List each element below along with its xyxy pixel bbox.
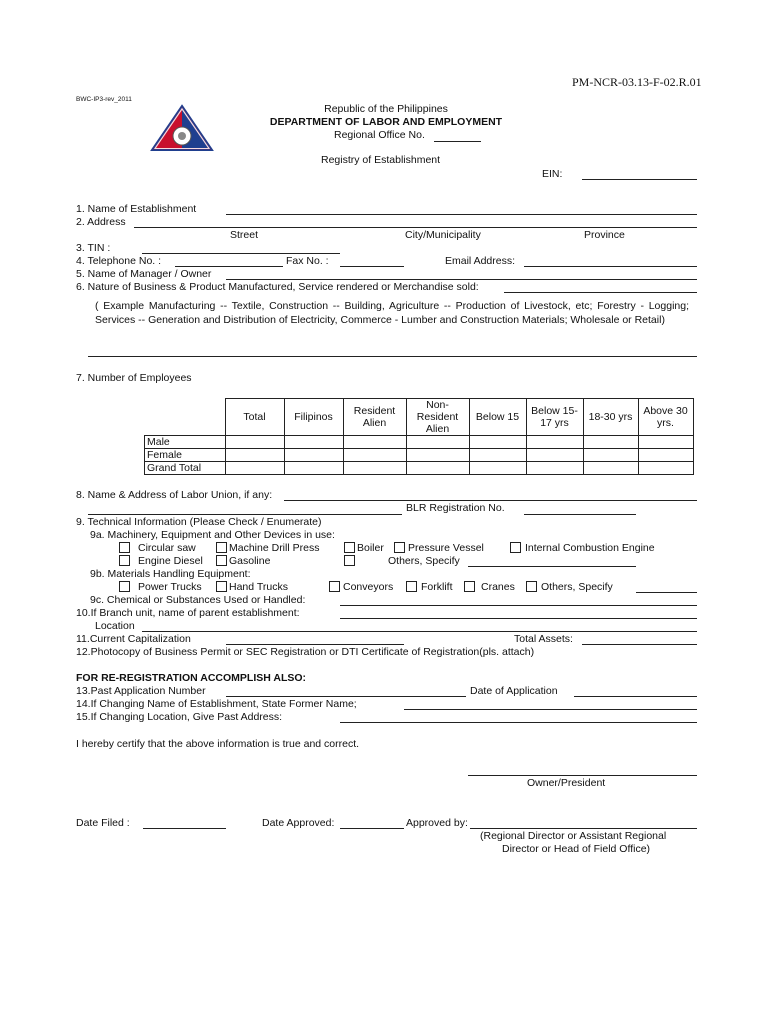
owner-president-label: Owner/President [527, 777, 606, 789]
others-specify-label: Others, Specify [388, 555, 460, 567]
col-total: Total [225, 399, 284, 436]
pressure-vessel-label: Pressure Vessel [408, 542, 484, 554]
hand-trucks-label: Hand Trucks [229, 581, 288, 593]
branch-unit-label: 10.If Branch unit, name of parent establishment: [76, 607, 300, 619]
capitalization-label: 11.Current Capitalization [76, 633, 191, 645]
past-address-field[interactable] [340, 722, 697, 723]
approved-by-label: Approved by: [406, 817, 468, 829]
fax-label: Fax No. : [286, 255, 329, 267]
col-18-30: 18-30 yrs [583, 399, 638, 436]
email-label: Email Address: [445, 255, 516, 267]
nature-business-label: 6. Nature of Business & Product Manufactured, Service rendered or Merchandise sold: [76, 281, 479, 293]
chemicals-field[interactable] [340, 605, 697, 606]
former-name-label: 14.If Changing Name of Establishment, State Former Name; [76, 698, 357, 710]
checkbox-icon[interactable] [510, 542, 521, 553]
field-name-label: 1. Name of Establishment [76, 203, 197, 215]
tin-label: 3. TIN : [76, 242, 111, 254]
power-trucks-label: Power Trucks [138, 581, 202, 593]
checkbox-icon[interactable] [464, 581, 475, 592]
checkbox-icon[interactable] [344, 555, 355, 566]
republic-text: Republic of the Philippines [324, 103, 448, 115]
location-field[interactable] [142, 631, 697, 632]
approver-note-1: (Regional Director or Assistant Regional [480, 830, 667, 842]
checkbox-icon[interactable] [216, 581, 227, 592]
dole-seal-icon [150, 104, 214, 152]
table-row [145, 462, 694, 475]
others-specify-b-label: Others, Specify [541, 581, 613, 593]
gasoline-label: Gasoline [229, 555, 271, 567]
former-name-field[interactable] [404, 709, 697, 710]
col-resident-alien: Resident Alien [343, 399, 406, 436]
regional-office-label: Regional Office No. [334, 129, 425, 141]
tin-field[interactable] [142, 253, 340, 254]
checkbox-icon[interactable] [216, 555, 227, 566]
drill-press-label: Machine Drill Press [229, 542, 320, 554]
checkbox-icon[interactable] [119, 542, 130, 553]
address-province-label: Province [584, 229, 625, 241]
ein-label: EIN: [542, 168, 563, 180]
table-row [145, 449, 694, 462]
checkbox-icon[interactable] [526, 581, 537, 592]
date-approved-label: Date Approved: [262, 817, 335, 829]
circular-saw-label: Circular saw [138, 542, 196, 554]
ein-field[interactable] [582, 179, 697, 180]
email-field[interactable] [524, 266, 697, 267]
date-approved-field[interactable] [340, 828, 404, 829]
establishment-name-field[interactable] [226, 214, 697, 215]
address-street-label: Street [230, 229, 259, 241]
blr-field[interactable] [524, 514, 636, 515]
boiler-label: Boiler [357, 542, 384, 554]
total-assets-field[interactable] [582, 644, 697, 645]
regional-office-field[interactable] [434, 141, 481, 142]
rereg-title: FOR RE-REGISTRATION ACCOMPLISH ALSO: [76, 672, 307, 684]
manager-field[interactable] [226, 279, 697, 280]
certification-text: I hereby certify that the above information is true and correct. [76, 738, 360, 750]
employees-table [144, 398, 694, 475]
date-of-application-label: Date of Application [470, 685, 558, 697]
telephone-label: 4. Telephone No. : [76, 255, 162, 267]
total-assets-label: Total Assets: [514, 633, 573, 645]
address-field[interactable] [134, 227, 697, 228]
checkbox-icon[interactable] [119, 555, 130, 566]
checkbox-icon[interactable] [344, 542, 355, 553]
checkbox-icon[interactable] [119, 581, 130, 592]
approver-note-2: Director or Head of Field Office) [502, 843, 651, 855]
checkbox-icon[interactable] [216, 542, 227, 553]
past-address-label: 15.If Changing Location, Give Past Address: [76, 711, 283, 723]
checkbox-icon[interactable] [406, 581, 417, 592]
materials-handling-label: 9b. Materials Handling Equipment: [90, 568, 251, 580]
col-below-15-17: Below 15-17 yrs [526, 399, 583, 436]
owner-signature-field[interactable] [468, 775, 697, 776]
employees-label: 7. Number of Employees [76, 372, 192, 384]
fax-field[interactable] [340, 266, 404, 267]
revision-code: BWC-IP3-rev_2011 [76, 96, 132, 103]
blr-label: BLR Registration No. [406, 502, 505, 514]
table-row [145, 436, 694, 449]
engine-diesel-label: Engine Diesel [138, 555, 203, 567]
combustion-engine-label: Internal Combustion Engine [525, 542, 655, 554]
nature-business-field[interactable] [504, 292, 697, 293]
labor-union-field[interactable] [284, 500, 697, 501]
col-below-15: Below 15 [469, 399, 526, 436]
col-above-30: Above 30 yrs. [638, 399, 693, 436]
row-male-label: Male [145, 436, 226, 449]
date-of-application-field[interactable] [574, 696, 697, 697]
date-filed-field[interactable] [143, 828, 226, 829]
form-title: Registry of Establishment [321, 154, 441, 166]
col-nonresident-alien: Non-Resident Alien [406, 399, 469, 436]
photocopy-label: 12.Photocopy of Business Permit or SEC Registration or DTI Certificate of Registration(pls. attach) [76, 646, 535, 658]
form-code: PM-NCR-03.13-F-02.R.01 [572, 75, 702, 89]
past-app-number-label: 13.Past Application Number [76, 685, 206, 697]
date-filed-label: Date Filed : [76, 817, 130, 829]
address-city-label: City/Municipality [405, 229, 481, 241]
row-grand-total-label: Grand Total [145, 462, 226, 475]
cranes-label: Cranes [481, 581, 515, 593]
labor-union-label: 8. Name & Address of Labor Union, if any: [76, 489, 273, 501]
row-female-label: Female [145, 449, 226, 462]
conveyors-label: Conveyors [343, 581, 394, 593]
col-filipinos: Filipinos [284, 399, 343, 436]
field-address-label: 2. Address [76, 216, 126, 228]
past-app-number-field[interactable] [226, 696, 466, 697]
others-specify-b-field[interactable] [636, 592, 697, 593]
checkbox-icon[interactable] [329, 581, 340, 592]
chemicals-label: 9c. Chemical or Substances Used or Handled: [90, 594, 306, 606]
technical-info-label: 9. Technical Information (Please Check / Enumerate) [76, 516, 322, 528]
labor-union-line-2[interactable] [88, 514, 402, 515]
telephone-field[interactable] [175, 266, 283, 267]
nature-business-line-2[interactable] [88, 356, 697, 357]
checkbox-icon[interactable] [394, 542, 405, 553]
machinery-label: 9a. Machinery, Equipment and Other Devices in use: [90, 529, 335, 541]
manager-label: 5. Name of Manager / Owner [76, 268, 212, 280]
branch-unit-field[interactable] [340, 618, 697, 619]
others-specify-field[interactable] [468, 566, 636, 567]
location-label: Location [95, 620, 135, 632]
department-title: DEPARTMENT OF LABOR AND EMPLOYMENT [269, 116, 503, 128]
capitalization-field[interactable] [226, 644, 404, 645]
forklift-label: Forklift [421, 581, 453, 593]
nature-business-example: ( Example Manufacturing -- Textile, Construction -- Building, Agriculture -- Production of Livestock, etc; Forestry - Logging; Services -- Generation and Distribution of Electricity, Commerce - Lumber and Construction Materials; Wholesale or Retail) [95, 300, 689, 326]
approved-by-field[interactable] [470, 828, 697, 829]
